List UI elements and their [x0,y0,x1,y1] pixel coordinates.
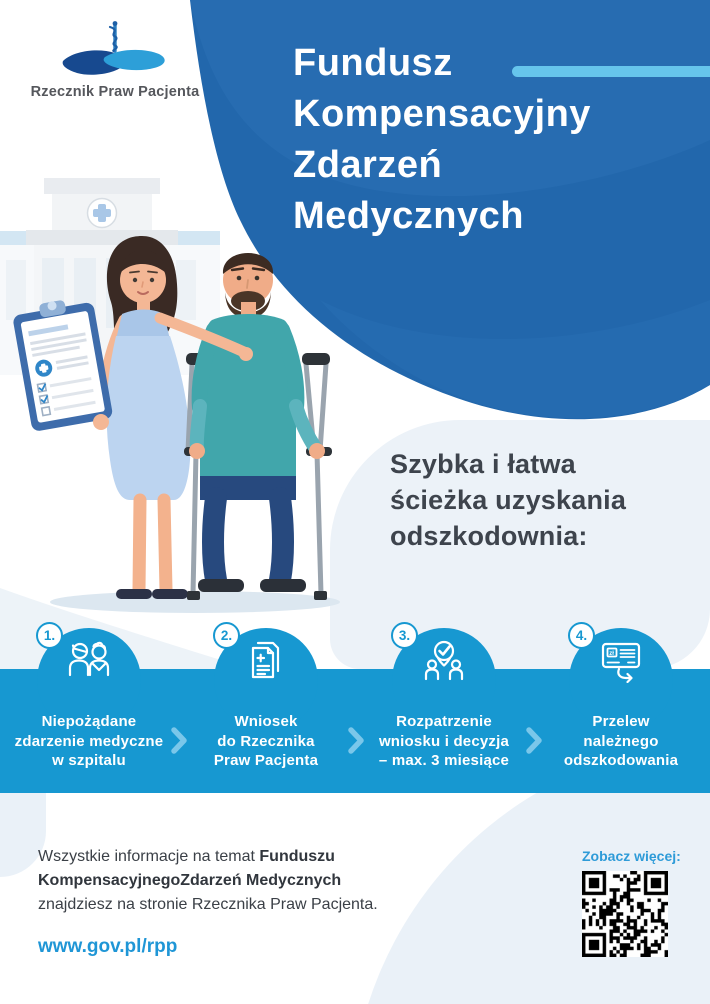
step-label: Wniosek do Rzecznika Praw Pacjenta [213,713,319,769]
headline-line: Szybka i łatwa [390,449,576,479]
info-segment-bold: Funduszu KompensacyjnegoZdarzeń Medycznych [38,848,342,889]
arrow-chevron-icon [171,727,188,754]
title-line: Kompensacyjny [293,93,591,135]
website-link[interactable]: www.gov.pl/rpp [38,936,178,957]
review-decision-icon [421,637,467,683]
nurse-figure [100,236,190,599]
footer-info-text [38,845,378,917]
title-line: Zdarzeń [293,144,443,186]
info-segment: Wszystkie informacje na temat [38,848,260,865]
step-label: Niepożądane zdarzenie medyczne w szpitalu [14,713,164,769]
step-number: 3. [391,622,418,649]
qr-code [582,871,668,957]
qr-label: Zobacz więcej: [582,848,681,864]
info-segment: znajdziesz na stronie Rzecznika Praw Pacjenta. [38,896,378,913]
title-line: Fundusz [293,42,453,84]
step-label: Przelew należnego odszkodowania [563,713,679,769]
step-label: Rozpatrzenie wniosku i decyzja – max. 3 miesiące [378,713,510,769]
step-number: 4. [568,622,595,649]
rpp-logo-icon [35,20,195,84]
arrow-chevron-icon [348,727,365,754]
headline-line: ścieżka uzyskania [390,485,627,515]
payment-transfer-icon [598,637,644,683]
title-line: Medycznych [293,195,524,237]
headline [390,446,626,554]
step-number: 1. [36,622,63,649]
hospital-patient-illustration [0,168,390,669]
svg-text:zł: zł [609,651,614,657]
logo-wordmark: Rzecznik Praw Pacjenta [30,84,200,100]
injured-patients-icon [66,637,112,683]
application-documents-icon [243,637,289,683]
arrow-chevron-icon [526,727,543,754]
headline-line: odszkodownia: [390,521,588,551]
step-number: 2. [213,622,240,649]
